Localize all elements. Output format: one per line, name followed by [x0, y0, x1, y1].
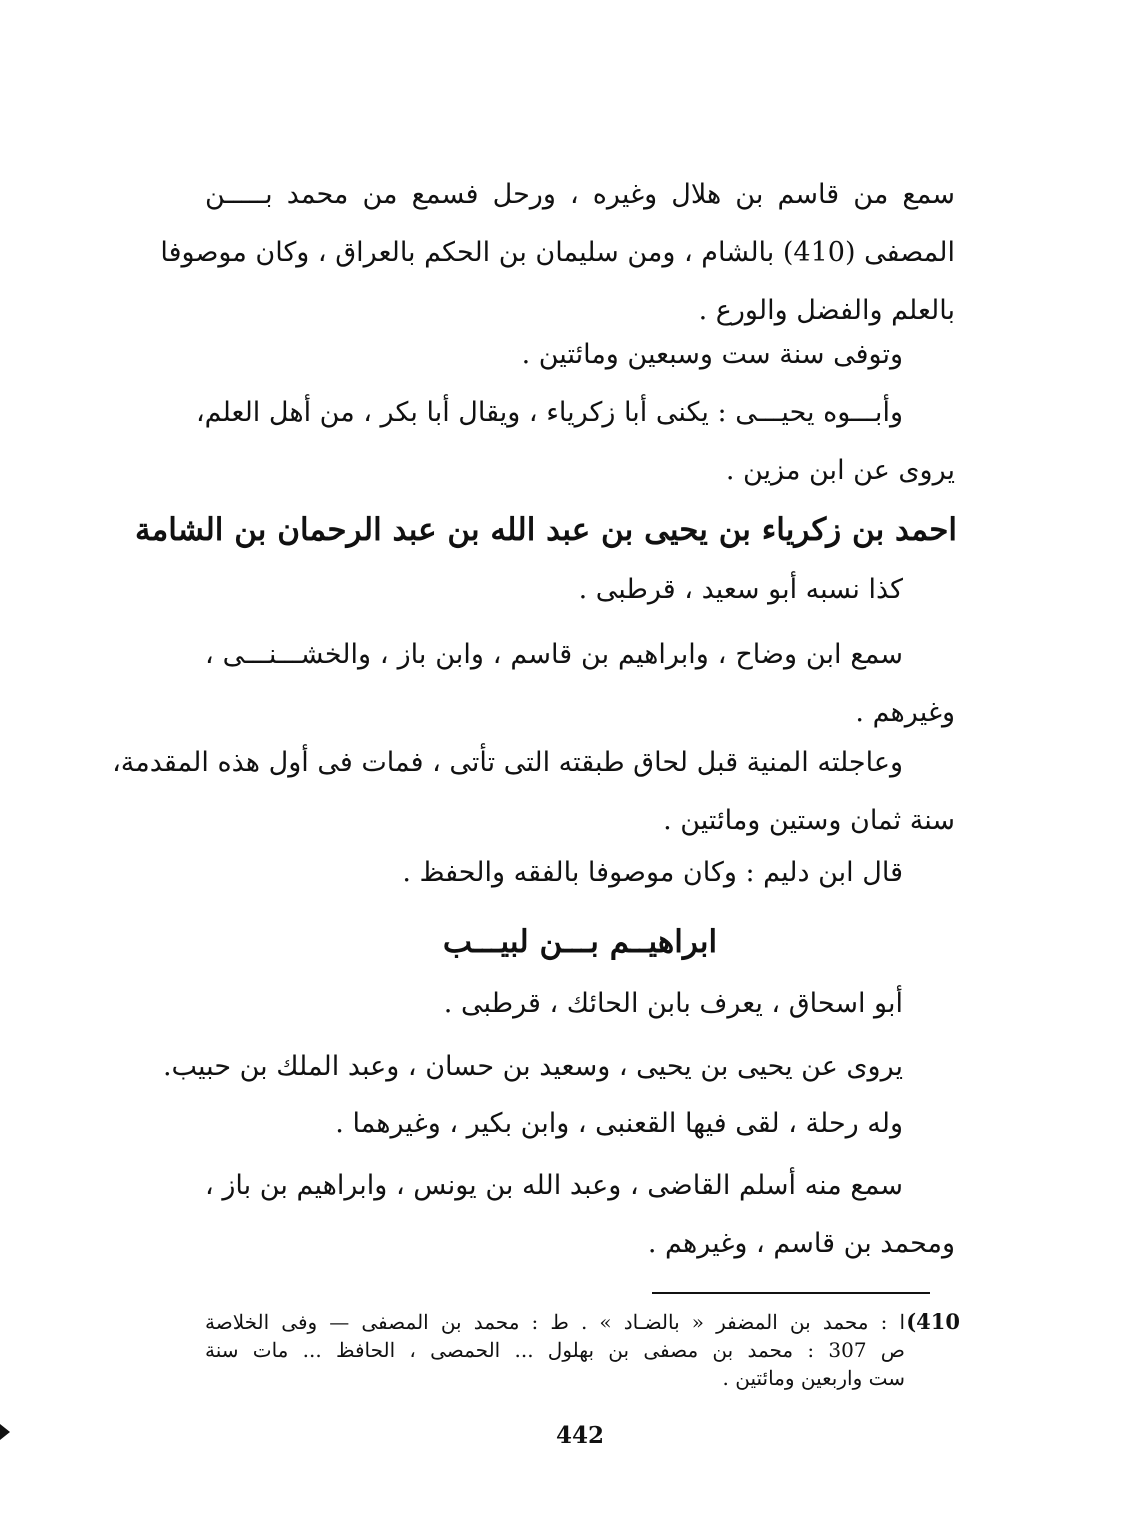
paragraph-8-line-1: أبو اسحاق ، يعرف بابن الحائك ، قرطبى . — [443, 988, 903, 1019]
footnote-separator — [652, 1292, 930, 1294]
paragraph-3-line-2: يروى عن ابن مزين . — [725, 455, 955, 486]
paragraph-2-line-1: وتوفى سنة ست وسبعين ومائتين . — [521, 339, 903, 370]
margin-mark — [0, 1424, 10, 1440]
paragraph-1-line-2: المصفى (410) بالشام ، ومن سليمان بن الحكم بالعراق ، وكان موصوفا — [160, 237, 955, 268]
footnote-line-3: ست واربعين ومائتين . — [722, 1366, 905, 1390]
paragraph-6 — [112, 734, 955, 850]
page-number: 442 — [555, 1422, 604, 1449]
paragraph-10-line-1: وله رحلة ، لقى فيها القعنبى ، وابن بكير ، وغيرهما . — [335, 1108, 903, 1139]
paragraph-5-line-2: وغيرهم . — [855, 697, 955, 728]
paragraph-11-line-2: ومحمد بن قاسم ، وغيرهم . — [647, 1228, 955, 1259]
paragraph-6-line-1: وعاجلته المنية قبل لحاق طبقته التى تأتى ، فمات فى أول هذه المقدمة، — [112, 747, 903, 778]
paragraph-5 — [205, 626, 955, 742]
paragraph-1-line-3: بالعلم والفضل والورع . — [698, 295, 955, 326]
paragraph-6-line-2: سنة ثمان وستين ومائتين . — [663, 805, 955, 836]
paragraph-9 — [162, 1038, 903, 1096]
paragraph-11-line-1: سمع منه أسلم القاضى ، وعبد الله بن يونس ، وابراهيم بن باز ، — [205, 1170, 903, 1201]
paragraph-2 — [205, 326, 903, 384]
paragraph-1 — [160, 166, 955, 340]
footnote — [205, 1308, 905, 1392]
heading-2 — [205, 912, 955, 972]
paragraph-9-line-1: يروى عن يحيى بن يحيى ، وسعيد بن حسان ، وعبد الملك بن حبيب. — [162, 1051, 903, 1082]
paragraph-4 — [205, 561, 903, 619]
footnote-line-2: ص 307 : محمد بن مصفى بن بهلول ... الحمصى ، الحافظ ... مات سنة — [205, 1338, 905, 1362]
entry-title-1: احمد بن زكرياء بن يحيى بن عبد الله بن عبد الرحمان بن الشامة — [135, 512, 957, 548]
footnote-number: (410 — [906, 1309, 960, 1334]
paragraph-7-line-1: قال ابن دليم : وكان موصوفا بالفقه والحفظ . — [402, 857, 903, 888]
paragraph-4-line-1: كذا نسبه أبو سعيد ، قرطبى . — [578, 574, 903, 605]
heading-1 — [135, 500, 957, 560]
paragraph-10 — [205, 1095, 903, 1153]
entry-title-2: ابراهيــم بـــن لبيـــب — [442, 924, 718, 960]
paragraph-7 — [205, 844, 903, 902]
footnote-line-1: ا : محمد بن المضفر « بالضـاد » . ط : محمد بن المصفى — وفى الخلاصة — [205, 1310, 905, 1334]
paragraph-5-line-1: سمع ابن وضاح ، وابراهيم بن قاسم ، وابن باز ، والخشـــنـــى ، — [205, 639, 903, 670]
paragraph-1-line-1: سمع من قاسم بن هلال وغيره ، ورحل فسمع من محمد بـــــن — [205, 179, 955, 210]
paragraph-11 — [205, 1157, 955, 1273]
paragraph-3 — [195, 384, 955, 500]
paragraph-8 — [205, 975, 903, 1033]
paragraph-3-line-1: وأبـــوه يحيـــى : يكنى أبا زكرياء ، ويقال أبا بكر ، من أهل العلم، — [195, 397, 903, 428]
